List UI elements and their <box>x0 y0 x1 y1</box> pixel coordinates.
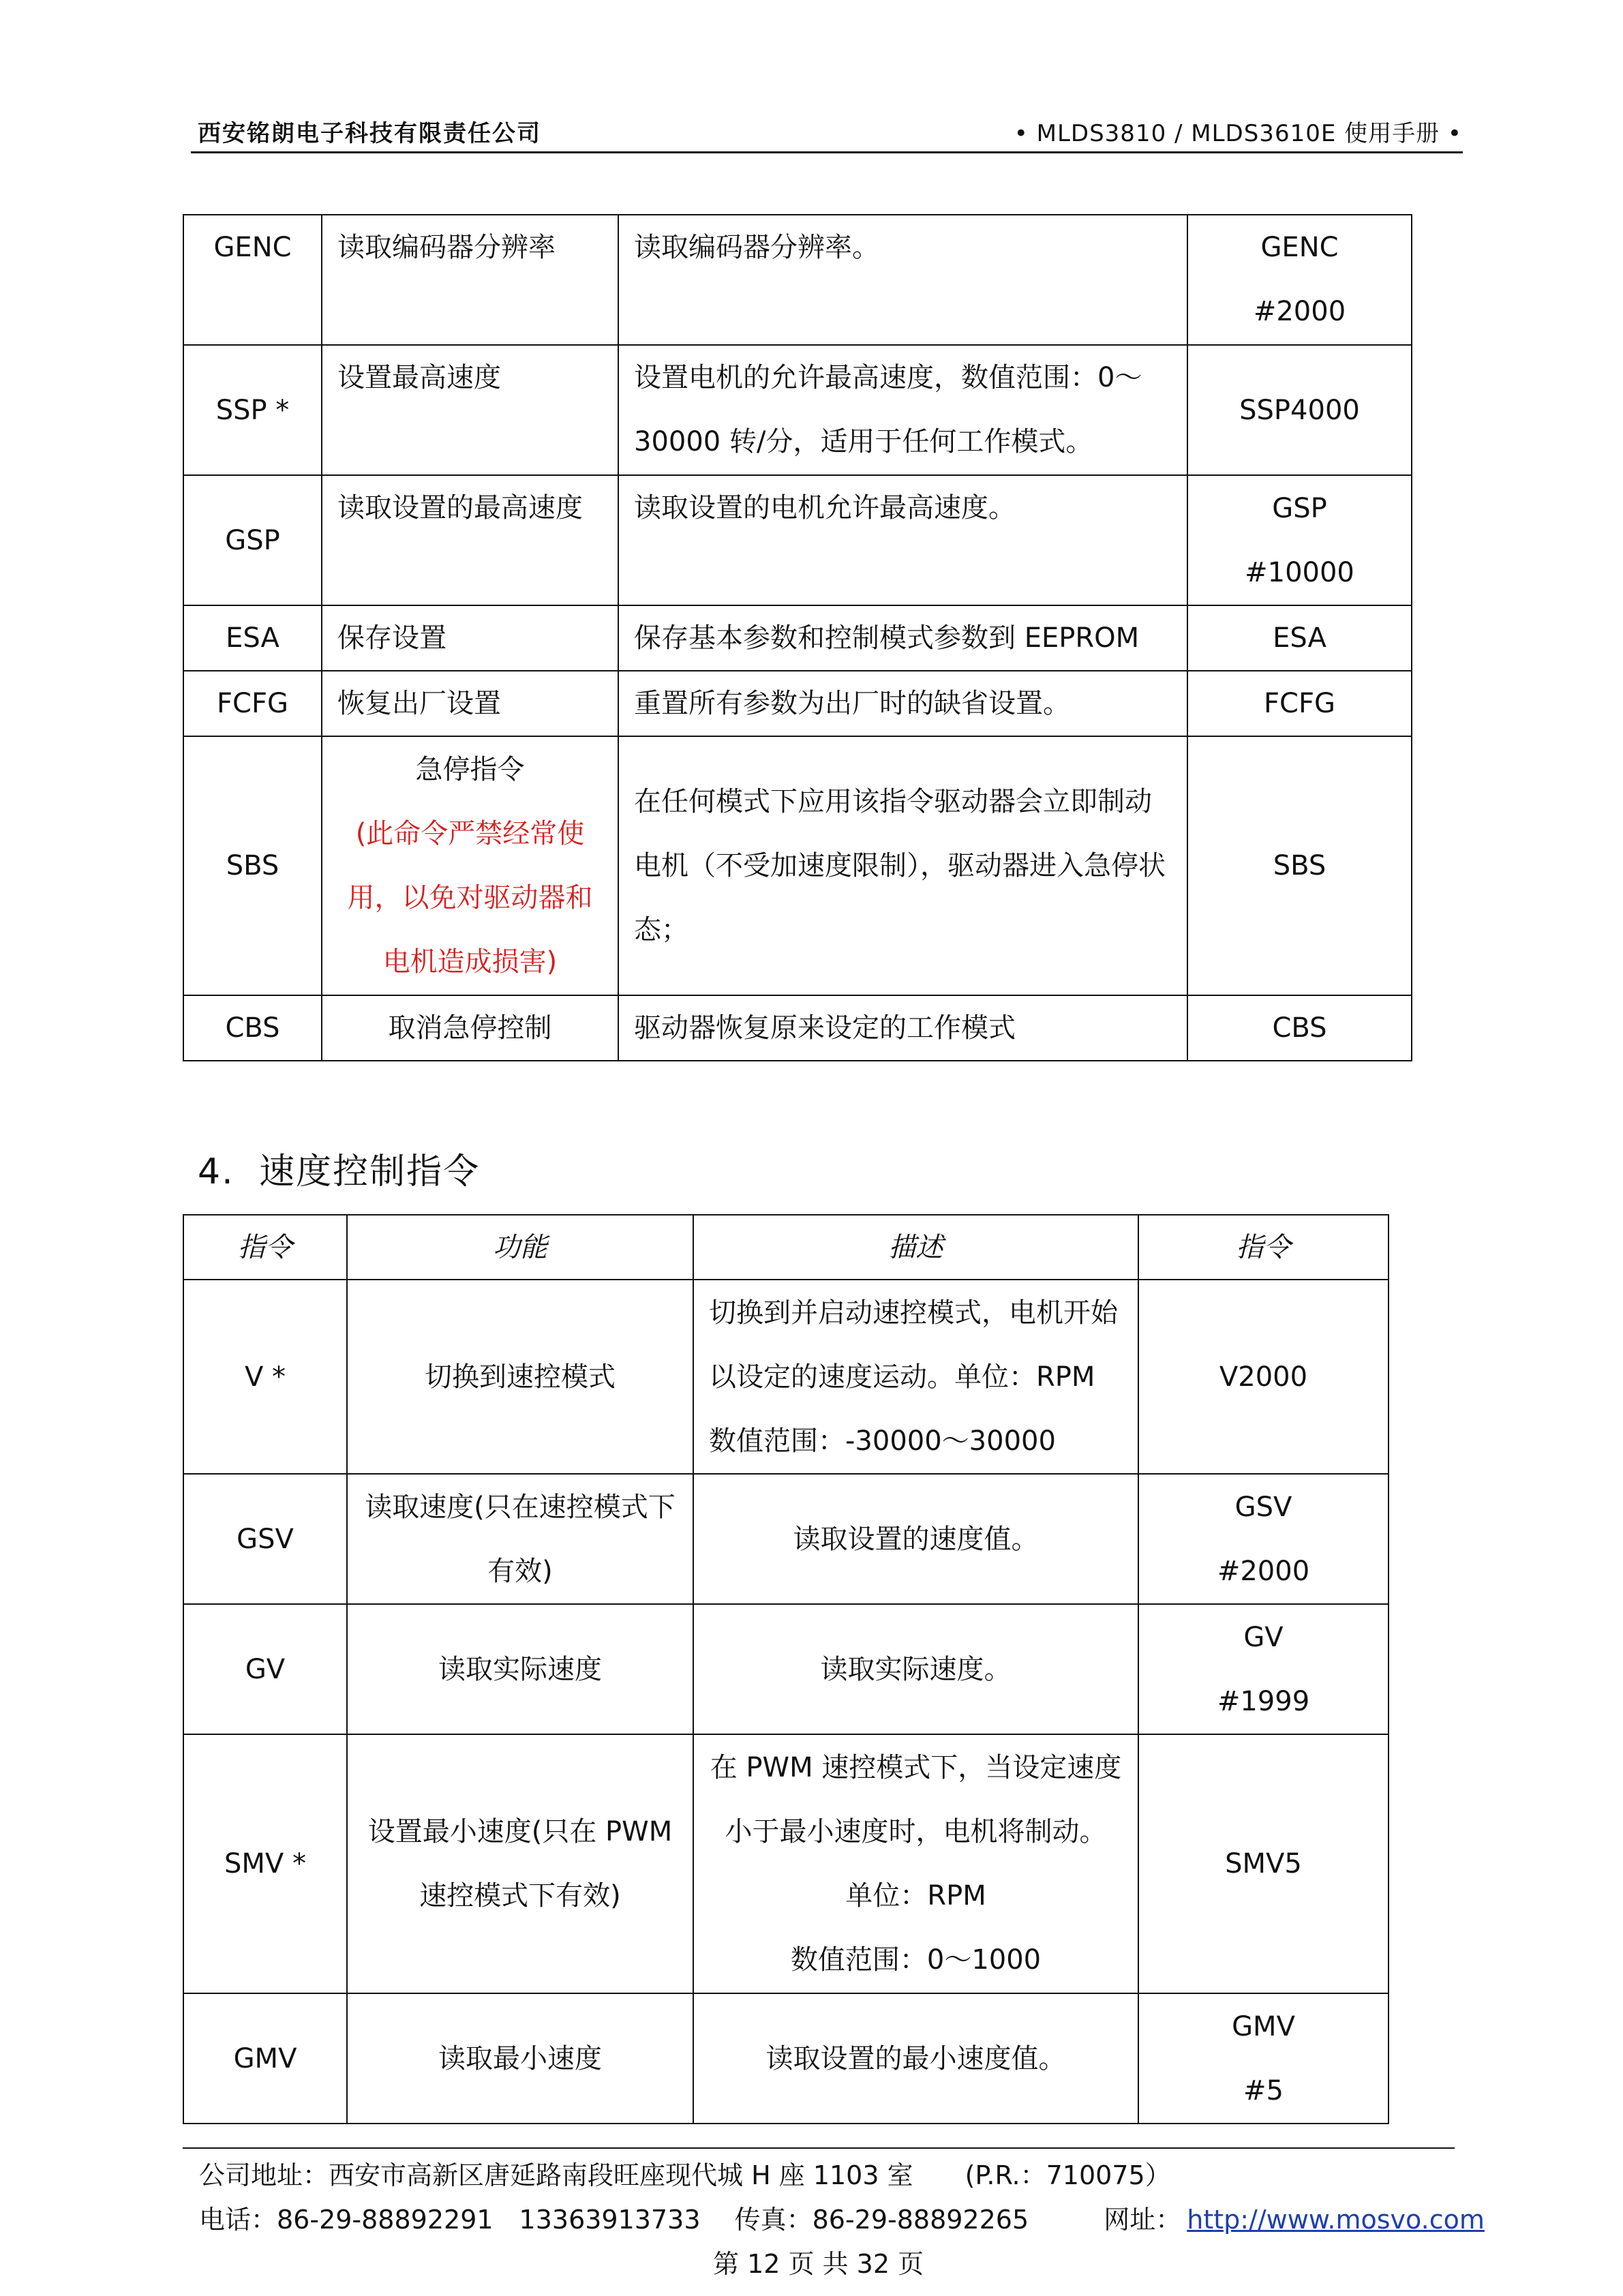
example-cell: GSP #10000 <box>1187 475 1412 605</box>
cmd-cell: GENC <box>183 215 322 345</box>
example-cell: CBS <box>1187 995 1412 1061</box>
desc-cell: 读取实际速度。 <box>693 1604 1138 1734</box>
func-cell: 读取实际速度 <box>347 1604 693 1734</box>
cmd-cell: GV <box>183 1604 347 1734</box>
desc-cell: 读取设置的电机允许最高速度。 <box>618 475 1187 605</box>
cmd-cell: SBS <box>183 736 322 995</box>
desc-cell: 设置电机的允许最高速度，数值范围：0～30000 转/分，适用于任何工作模式。 <box>618 345 1187 475</box>
desc-cell: 在任何模式下应用该指令驱动器会立即制动电机（不受加速度限制），驱动器进入急停状态； <box>618 736 1187 995</box>
func-cell: 设置最高速度 <box>322 345 618 475</box>
footer-rule <box>183 2147 1455 2149</box>
page-number: 第 12 页 共 32 页 <box>713 2249 924 2279</box>
cmd-cell: GMV <box>183 1993 347 2124</box>
func-cell: 切换到速控模式 <box>347 1280 693 1474</box>
warning-note: (此命令严禁经常使用，以免对驱动器和电机造成损害) <box>347 818 593 978</box>
func-cell: 保存设置 <box>322 605 618 671</box>
header-company: 西安铭朗电子科技有限责任公司 <box>198 120 541 147</box>
func-cell: 读取设置的最高速度 <box>322 475 618 605</box>
desc-cell: 读取设置的最小速度值。 <box>693 1993 1138 2124</box>
example-cell: SSP4000 <box>1187 345 1412 475</box>
desc-cell: 保存基本参数和控制模式参数到 EEPROM <box>618 605 1187 671</box>
table-row <box>183 215 1412 345</box>
desc-cell: 驱动器恢复原来设定的工作模式 <box>618 995 1187 1061</box>
table-row <box>183 1993 1389 2124</box>
example-cell: SMV5 <box>1138 1734 1389 1993</box>
desc-cell: 读取设置的速度值。 <box>693 1474 1138 1604</box>
table-row <box>183 1734 1389 1993</box>
example-cell: GENC #2000 <box>1187 215 1412 345</box>
basic-command-table <box>183 214 1412 1061</box>
desc-cell: 读取编码器分辨率。 <box>618 215 1187 345</box>
example-cell: GMV #5 <box>1138 1993 1389 2124</box>
column-header: 指令 <box>183 1215 347 1280</box>
example-cell: ESA <box>1187 605 1412 671</box>
cmd-cell: GSP <box>183 475 322 605</box>
cmd-cell: CBS <box>183 995 322 1061</box>
header-rule <box>191 151 1463 153</box>
table-row <box>183 995 1412 1061</box>
func-cell: 读取速度(只在速控模式下有效) <box>347 1474 693 1604</box>
cmd-cell: FCFG <box>183 671 322 736</box>
func-cell: 读取最小速度 <box>347 1993 693 2124</box>
desc-cell: 在 PWM 速控模式下，当设定速度小于最小速度时，电机将制动。 单位：RPM 数值范围：0～1000 <box>693 1734 1138 1993</box>
table-row <box>183 1280 1389 1474</box>
func-label: 急停指令 <box>415 754 525 785</box>
table-row <box>183 345 1412 475</box>
table-row <box>183 1604 1389 1734</box>
cmd-cell: V * <box>183 1280 347 1474</box>
example-cell: GV #1999 <box>1138 1604 1389 1734</box>
func-cell: 读取编码器分辨率 <box>322 215 618 345</box>
footer-web-label: 网址： <box>1104 2205 1182 2235</box>
example-cell: SBS <box>1187 736 1412 995</box>
func-cell: 恢复出厂设置 <box>322 671 618 736</box>
table-row <box>183 475 1412 605</box>
example-cell: GSV #2000 <box>1138 1474 1389 1604</box>
column-header: 指令 <box>1138 1215 1389 1280</box>
table-row <box>183 736 1412 995</box>
section-heading <box>198 1143 480 1194</box>
table-row <box>183 1474 1389 1604</box>
desc-cell: 切换到并启动速控模式，电机开始以设定的速度运动。单位：RPM 数值范围：-30000～30000 <box>693 1280 1138 1474</box>
section-title: 速度控制指令 <box>259 1151 481 1192</box>
speed-command-table <box>183 1214 1389 2124</box>
header-manual-title: • MLDS3810 / MLDS3610E 使用手册 • <box>1014 120 1462 147</box>
footer-address: 公司地址：西安市高新区唐延路南段旺座现代城 H 座 1103 室 (P.R.：710075） <box>199 2160 1171 2190</box>
table-row <box>183 605 1412 671</box>
example-cell: V2000 <box>1138 1280 1389 1474</box>
table-row <box>183 671 1412 736</box>
func-cell <box>322 736 618 995</box>
table-header-row <box>183 1215 1389 1280</box>
footer-web-link[interactable]: http://www.mosvo.com <box>1187 2205 1485 2235</box>
desc-cell: 重置所有参数为出厂时的缺省设置。 <box>618 671 1187 736</box>
footer-phone: 电话：86-29-88892291 13363913733 <box>199 2205 701 2235</box>
cmd-cell: GSV <box>183 1474 347 1604</box>
example-cell: FCFG <box>1187 671 1412 736</box>
footer-contact <box>199 2199 1485 2236</box>
func-cell: 取消急停控制 <box>322 995 618 1061</box>
column-header: 功能 <box>347 1215 693 1280</box>
section-number: 4. <box>198 1151 234 1192</box>
column-header: 描述 <box>693 1215 1138 1280</box>
func-cell: 设置最小速度(只在 PWM 速控模式下有效) <box>347 1734 693 1993</box>
cmd-cell: SMV * <box>183 1734 347 1993</box>
cmd-cell: ESA <box>183 605 322 671</box>
cmd-cell: SSP * <box>183 345 322 475</box>
footer-fax: 传真：86-29-88892265 <box>734 2205 1029 2235</box>
